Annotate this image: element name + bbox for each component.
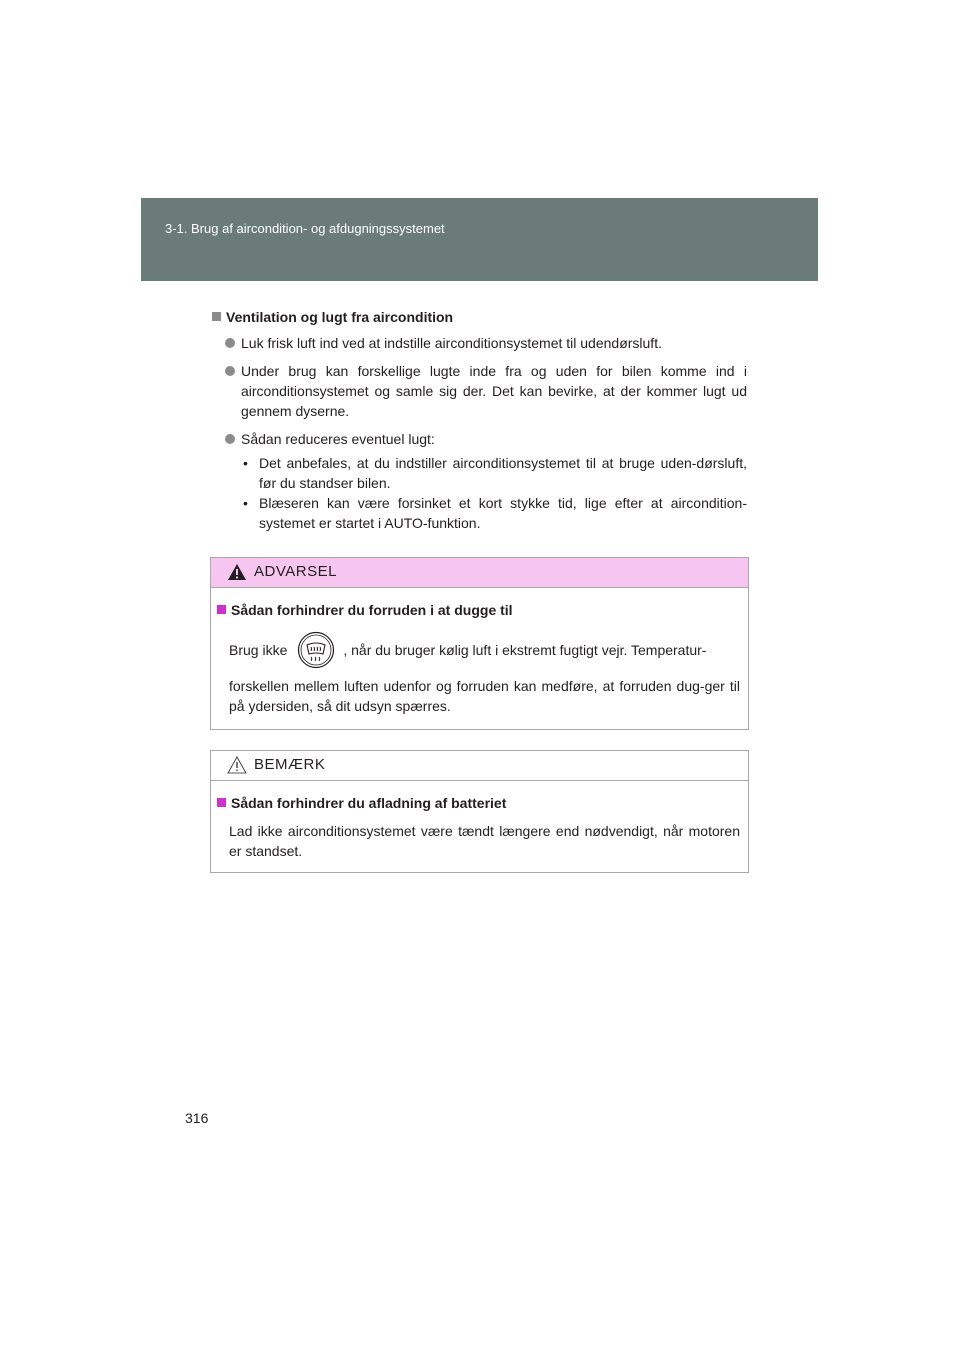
notice-text: Lad ikke airconditionsystemet være tændt længere end nødvendigt, når motoren er standset. (229, 823, 740, 859)
square-bullet-icon (217, 605, 226, 614)
warning-label: ADVARSEL (254, 563, 337, 580)
caution-triangle-icon (227, 756, 247, 774)
chapter-header (141, 198, 818, 281)
sub-list-item: • Det anbefales, at du indstiller airconditionsystemet til at bruge uden-dørsluft, før du standser bilen. (243, 455, 747, 491)
list-item: Under brug kan forskellige lugte inde fra og uden for bilen komme ind i airconditionsystemet og samle sig der. Det kan bevirke, at der kommer lugt ud gennem dyserne. (212, 361, 747, 421)
notice-label: BEMÆRK (254, 756, 326, 773)
square-bullet-icon (212, 312, 221, 321)
list-item: Sådan reduceres eventuel lugt: (212, 429, 747, 449)
page-number: 316 (185, 1110, 209, 1126)
warning-box (210, 557, 749, 730)
chapter-title: 3-1. Brug af aircondition- og afdugningssystemet (165, 221, 445, 236)
warning-header (211, 558, 748, 588)
warning-heading: Sådan forhindrer du forruden i at dugge til (217, 600, 740, 620)
warning-text: Brug ikke , når du bruger kølig luft i ekstremt fugtigt vejr. Temperatur- forskellen mellem luften udenfor og forruden kan medføre, at forruden dug-ger til på ydersiden, så dit udsyn spærres. (217, 628, 740, 716)
round-bullet-icon (225, 366, 235, 376)
section-heading: Ventilation og lugt fra aircondition (212, 307, 747, 327)
ventilation-section (212, 307, 747, 533)
notice-header (211, 751, 748, 781)
windshield-defogger-icon (297, 631, 335, 669)
notice-heading: Sådan forhindrer du afladning af batteriet (217, 793, 740, 813)
round-bullet-icon (225, 338, 235, 348)
warning-triangle-icon (227, 563, 247, 581)
notice-box (210, 750, 749, 873)
sub-list-item: • Blæseren kan være forsinket et kort stykke tid, lige efter at aircondition-systemet er startet i AUTO-funktion. (243, 495, 747, 531)
square-bullet-icon (217, 798, 226, 807)
round-bullet-icon (225, 434, 235, 444)
list-item: Luk frisk luft ind ved at indstille airconditionsystemet til udendørsluft. (212, 333, 747, 353)
